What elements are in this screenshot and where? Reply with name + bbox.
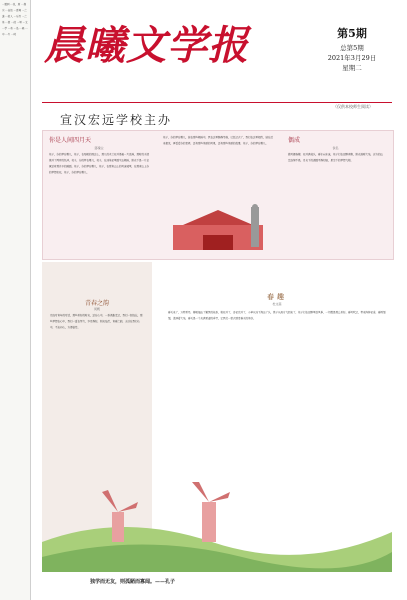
poem-1-author: 落魂尘 — [94, 146, 104, 150]
prose-left-title: 青春之韵 — [84, 300, 109, 307]
prose-section — [42, 262, 392, 572]
prose-left-text: 完成对青年的对话，那些美好的时光，还在心中，一条条路走过，我们一起成长，那些梦想在心中，我们一直在努力，岁月静好，阳光灿烂，青春之韵，永远在我们心中，不忘初心，方得始终。 — [50, 314, 143, 329]
windmill-landscape-illustration — [42, 482, 392, 572]
poem-column-1 — [49, 135, 149, 242]
school-name: 宣汉宏远学校主办 — [60, 113, 173, 127]
prose-right-author: 杜文茜 — [272, 302, 282, 306]
poem-2-text: 孩子，你的梦在哪儿，她在那些朝霞中，我在这里静静等候，已经过去了，我们在这里相约，她在后来相见，再看看你的世界，还有那些美丽的风景，还有那些美丽的故事，孩子，你的梦在哪儿。 — [163, 136, 273, 145]
poem-1-title: 你是人间四月天 — [49, 137, 92, 144]
issue-date: 2021年3月29日 — [327, 54, 377, 62]
prose-right-text: 春天来了，万物复苏，柳树抽出了嫩绿的枝条，桃花开了，杏花也开了，小草从地下探出了头，燕子从南方飞回来了，孩子们在田野里放风筝，一切都是那么美好。春风吹过，带来阵阵花香，春雨细细，滋润着大地，春天是一个充满希望的季节，让我们一起去感受春天的美好。 — [168, 311, 386, 320]
issue-meta — [312, 43, 392, 73]
poem-column-3 — [288, 135, 383, 247]
poem-3-author: 佚名 — [332, 146, 339, 150]
prose-left-author: 何帆 — [93, 307, 100, 311]
issue-box — [312, 25, 392, 73]
masthead-title: 晨曦文学报 — [44, 22, 249, 69]
readership-note: （仅供本校师生阅读） — [333, 104, 373, 109]
total-issue: 总第5期 — [340, 44, 364, 52]
tiananmen-illustration — [163, 195, 273, 255]
left-strip-column — [0, 0, 31, 600]
issue-number: 第5期 — [337, 27, 367, 40]
masthead — [44, 14, 249, 71]
footer-quote: 独学而无友，则孤陋而寡闻。——孔子 — [90, 579, 176, 585]
masthead-rule — [42, 102, 392, 103]
poem-3-title: 偶成 — [288, 137, 301, 144]
poems-panel — [42, 130, 394, 260]
poem-column-2 — [163, 135, 273, 259]
prose-right-title: 春趣 — [267, 293, 287, 301]
poem-1-text: 孩子，你的梦在哪儿，孩子，在梨树的周边上，那儿的木兰花开得最一片浪漫，那时的天就像开了两岸的色泽。孩子，你的梦在哪儿，孩子，在油菜花里面生出朝霞，阳光下是一片金黄还有那许多的画面。孩子，你的梦在哪儿，孩子，在那青山上的风流城里，在那青山上你的梦想如花，孩子，你的梦在哪儿。 — [49, 153, 149, 174]
left-strip-text: …题间 …谈，原 …现实 …自然 …意境 …之道 …的人 …乐等 …之美 …意 …的 …里 …文 …学 …有 …品 …晚 …中 …生 …时 — [2, 3, 28, 36]
issue-weekday: 星期二 — [342, 64, 362, 72]
poem-3-text: 微风拂杨柳，花开满枝头，春水向东流，孩子们在田野奔跑，阳光温暖大地，远方的山峦连绵不绝，月光下的湖面平静如镜，星空下的梦想飞翔。 — [288, 153, 383, 162]
